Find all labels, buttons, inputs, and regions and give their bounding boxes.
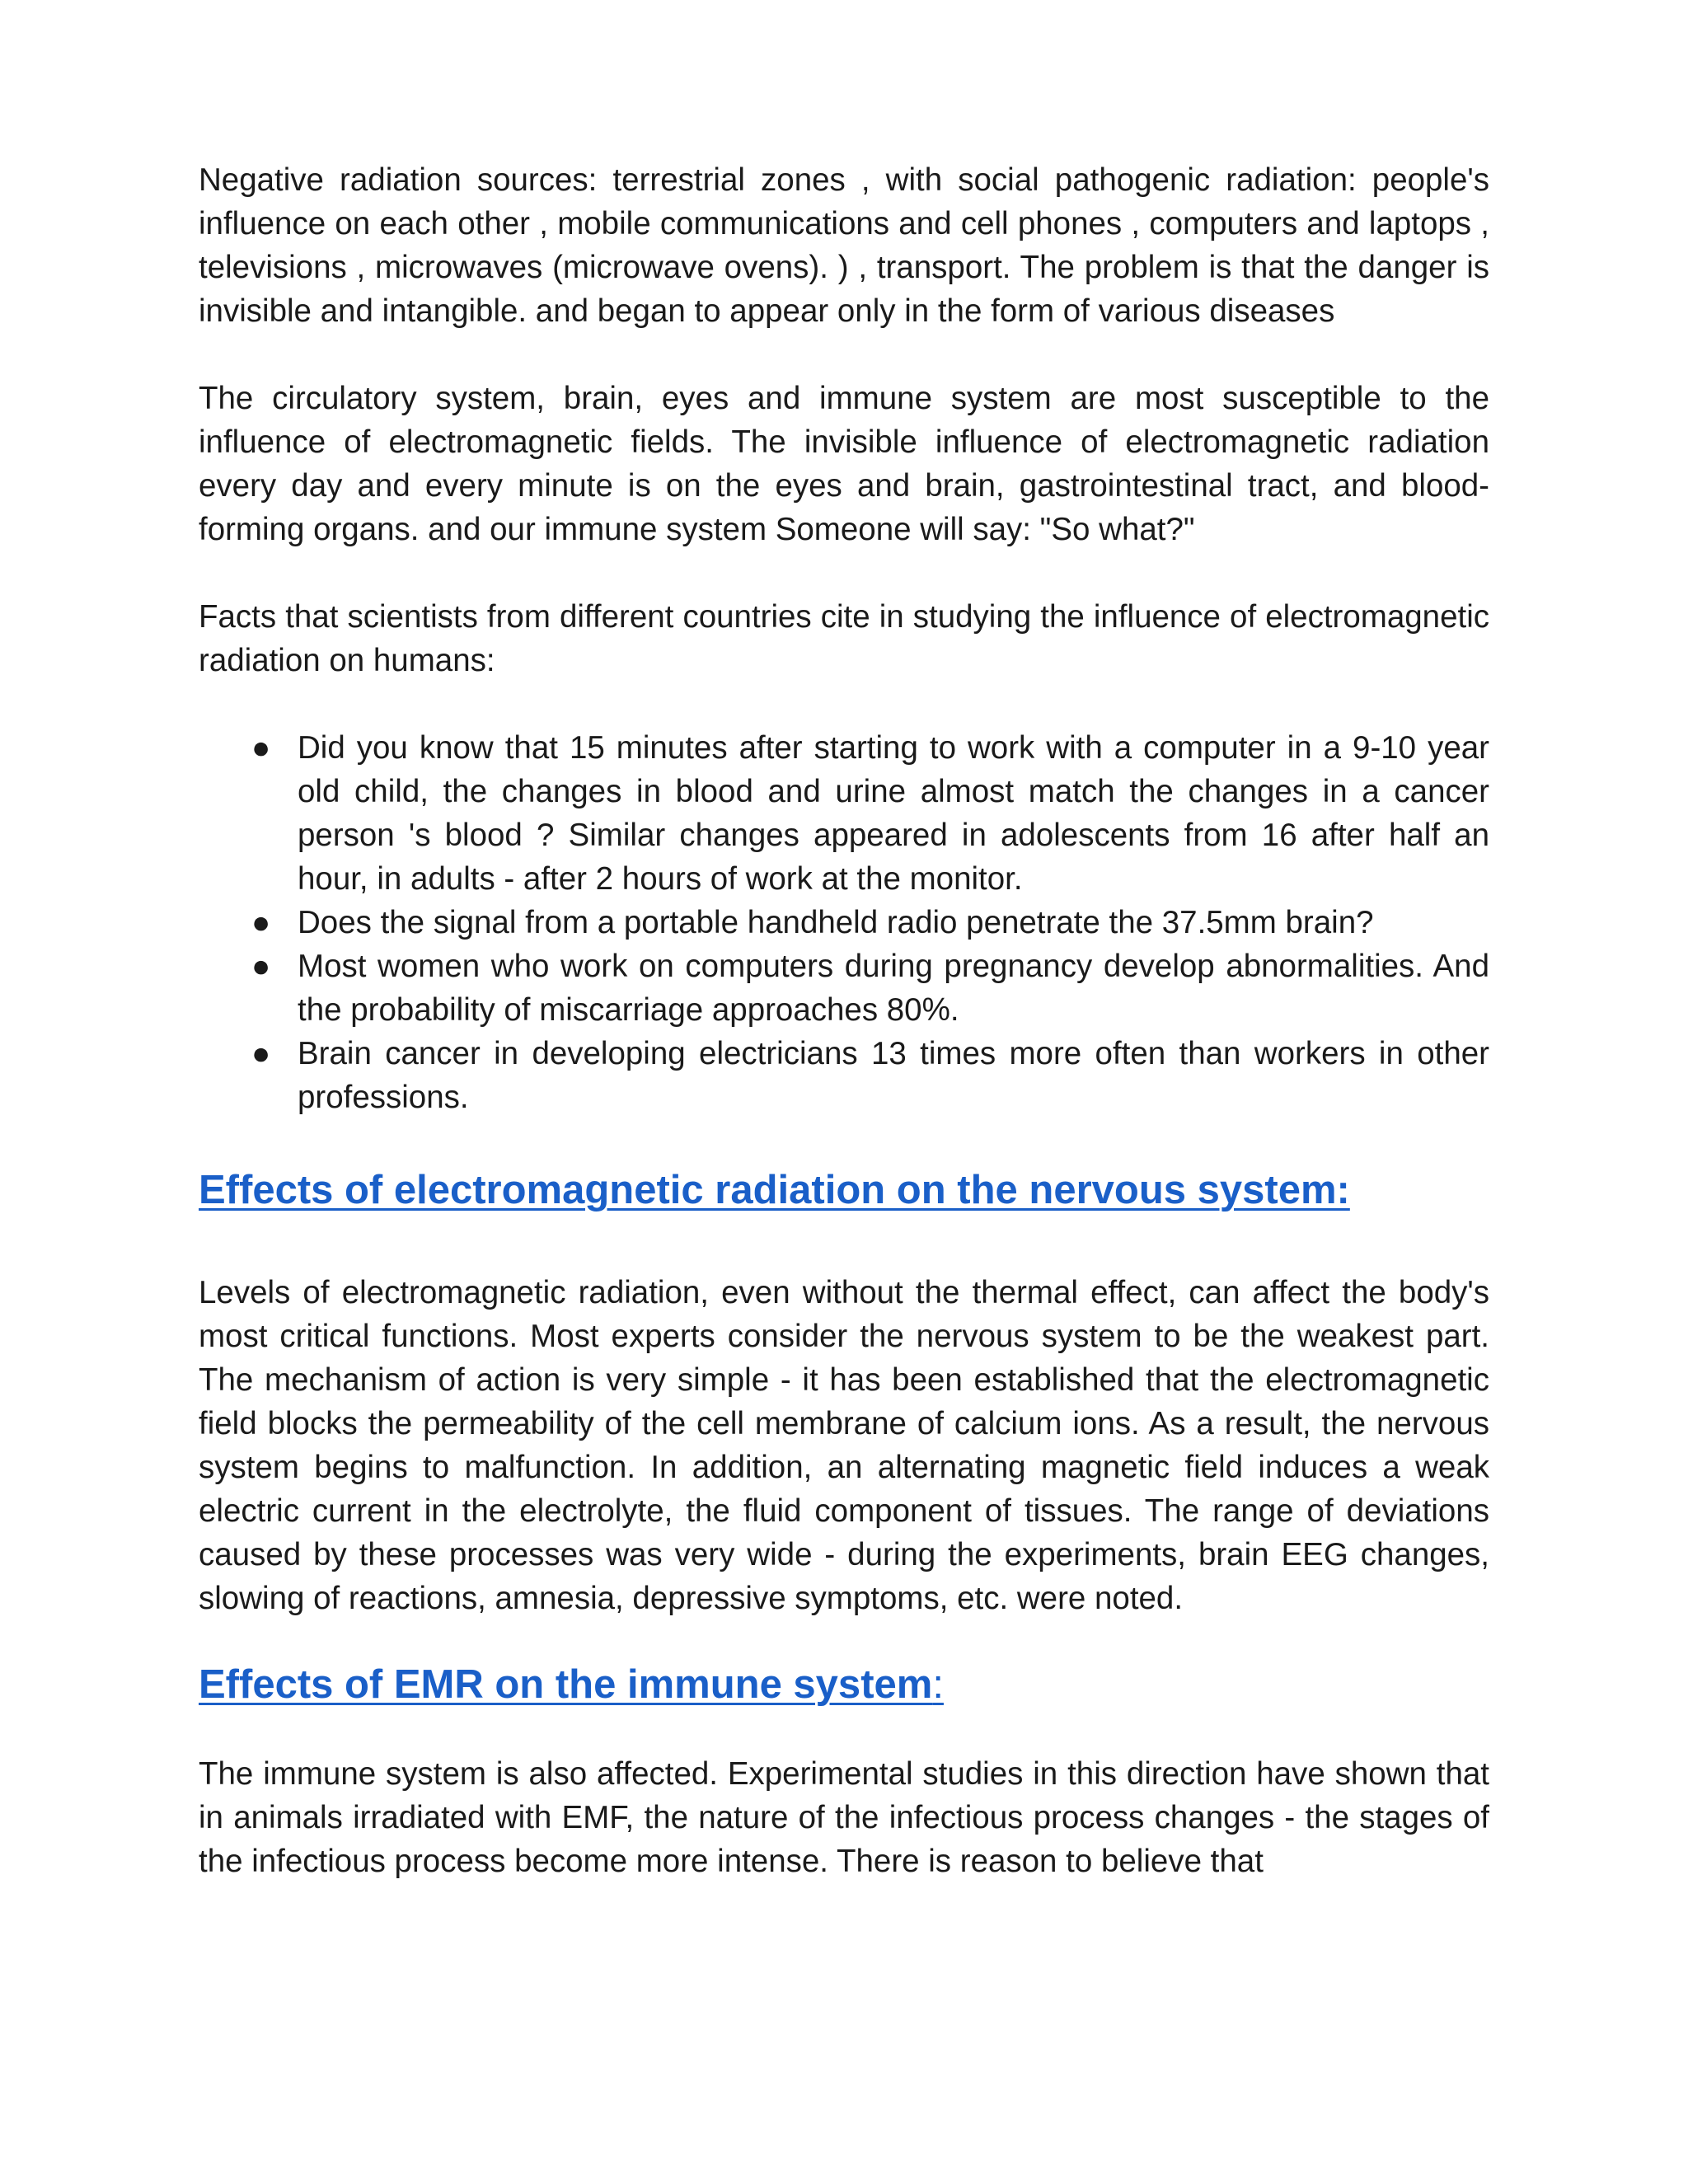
heading-immune-colon: : bbox=[932, 1662, 944, 1707]
list-item-text: Most women who work on computers during pregnancy develop abnormalities. And the probability of miscarriage approaches 80%. bbox=[298, 949, 1489, 1028]
paragraph-radiation-sources: Negative radiation sources: terrestrial zones , with social pathogenic radiation: people's influence on each other , mobile communications and cell phones , computers and laptops , televisions , microwaves (microwave ovens). ) , transport. The problem is that the danger is invisible and intangible. and began to appear only in the form of various diseases bbox=[199, 162, 1489, 329]
bullet-icon: ● bbox=[251, 1036, 271, 1071]
list-item bbox=[199, 1032, 1489, 1119]
paragraph-immune-system: The immune system is also affected. Experimental studies in this direction have shown that in animals irradiated with EMF, the nature of the infectious process changes - the stages of the infectious process become more intense. There is reason to believe that bbox=[199, 1756, 1489, 1879]
bullet-icon: ● bbox=[251, 730, 271, 766]
list-item bbox=[199, 944, 1489, 1032]
bullet-icon: ● bbox=[251, 949, 271, 984]
heading-immune-system bbox=[199, 1660, 1489, 1709]
list-item-text: Does the signal from a portable handheld radio penetrate the 37.5mm brain? bbox=[298, 905, 1374, 940]
paragraph-susceptible-systems: The circulatory system, brain, eyes and immune system are most susceptible to the influence of electromagnetic fields. The invisible influence of electromagnetic radiation every day and every minute is on the eyes and brain, gastrointestinal tract, and blood-forming organs. and our immune system Someone will say: "So what?" bbox=[199, 381, 1489, 547]
list-item-text: Brain cancer in developing electricians 13 times more often than workers in other professions. bbox=[298, 1036, 1489, 1115]
list-item-text: Did you know that 15 minutes after starting to work with a computer in a 9-10 year old child, the changes in blood and urine almost match the changes in a cancer person 's blood ? Similar changes appeared in adolescents from 16 after half an hour, in adults - after 2 hours of work at the monitor. bbox=[298, 730, 1489, 897]
bullet-icon: ● bbox=[251, 905, 271, 940]
facts-list bbox=[199, 726, 1489, 1119]
list-item bbox=[199, 901, 1489, 944]
heading-nervous-system: Effects of electromagnetic radiation on the nervous system: bbox=[199, 1168, 1350, 1212]
paragraph-nervous-system: Levels of electromagnetic radiation, even without the thermal effect, can affect the body's most critical functions. Most experts consider the nervous system to be the weakest part. The mechanism of action is very simple - it has been established that the electromagnetic field blocks the permeability of the cell membrane of calcium ions. As a result, the nervous system begins to malfunction. In addition, an alternating magnetic field induces a weak electric current in the electrolyte, the fluid component of tissues. The range of deviations caused by these processes was very wide - during the experiments, brain EEG changes, slowing of reactions, amnesia, depressive symptoms, etc. were noted. bbox=[199, 1275, 1489, 1616]
list-item bbox=[199, 726, 1489, 901]
paragraph-facts-intro: Facts that scientists from different countries cite in studying the influence of electromagnetic radiation on humans: bbox=[199, 599, 1489, 678]
heading-immune-text: Effects of EMR on the immune system bbox=[199, 1662, 933, 1707]
document-page bbox=[199, 158, 1489, 1883]
